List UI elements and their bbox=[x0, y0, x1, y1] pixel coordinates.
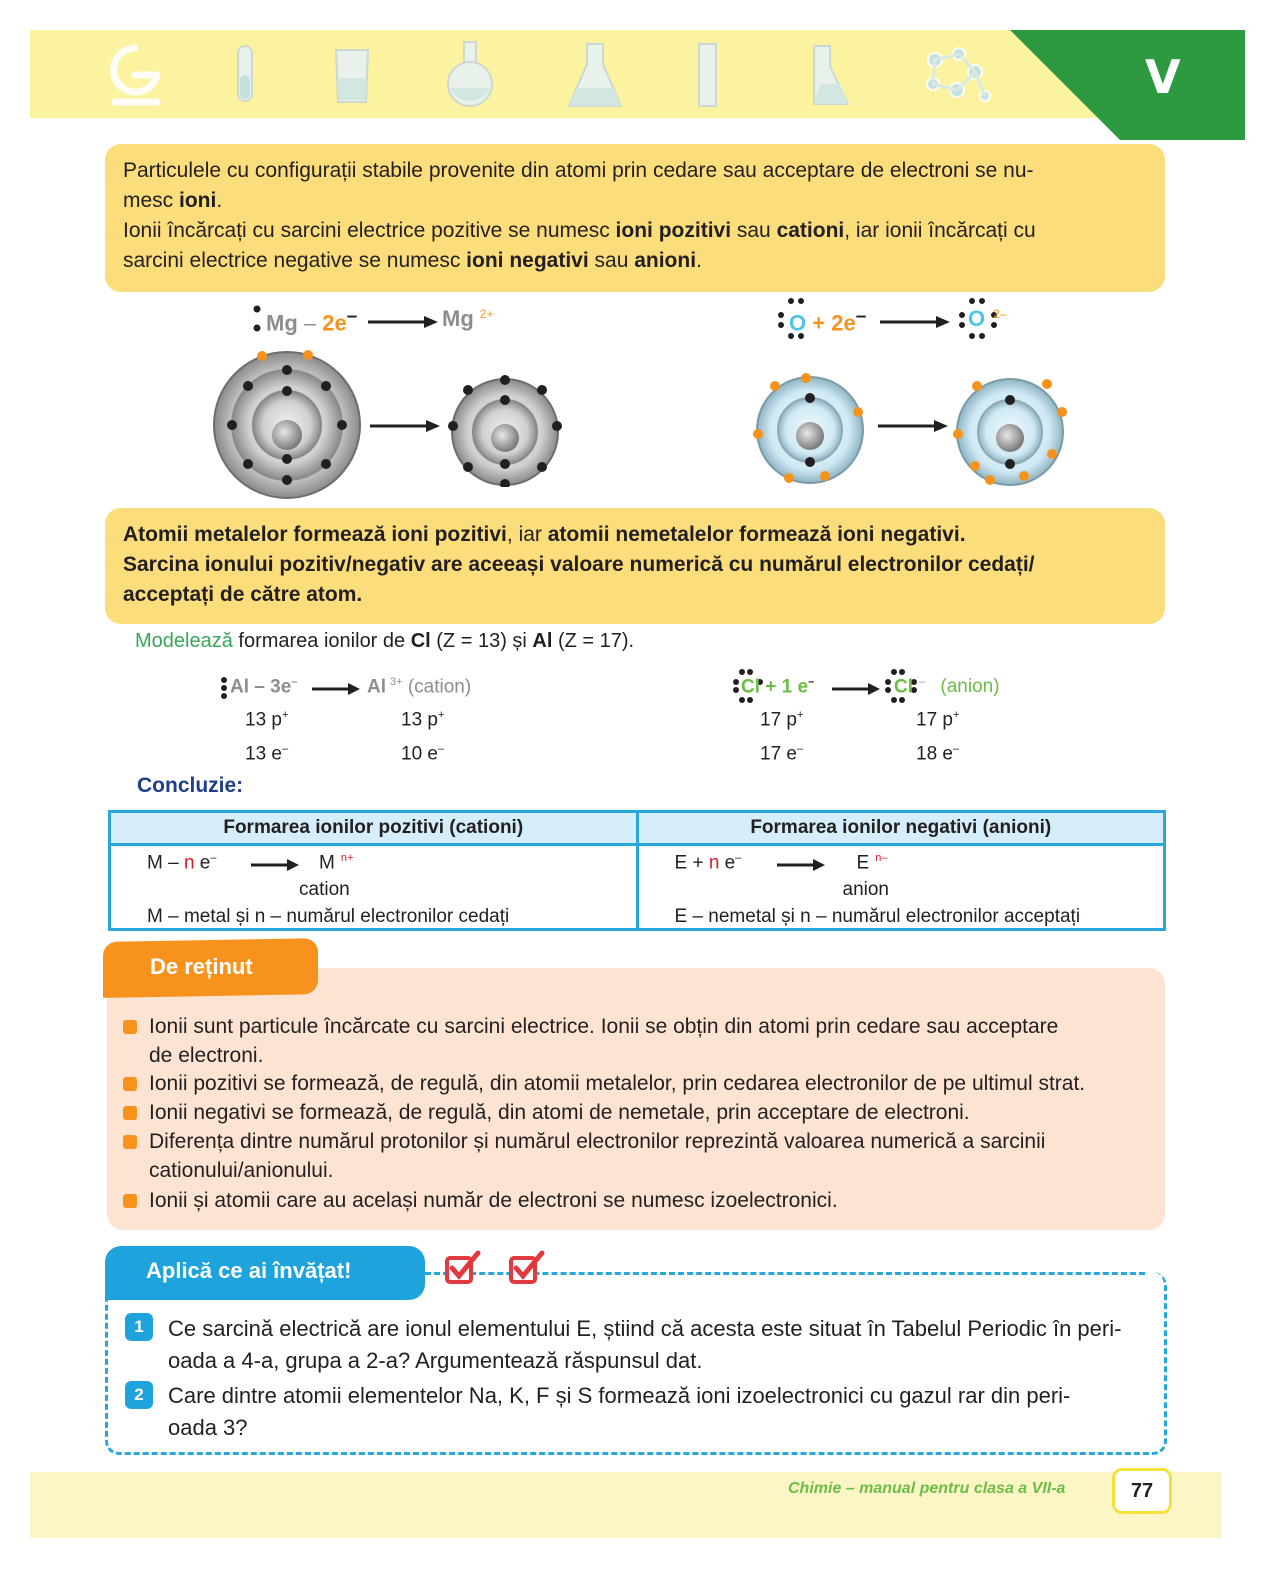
conclusion-table bbox=[108, 810, 1166, 931]
al-electrons-after: 10 e– bbox=[401, 743, 445, 765]
retinut-bullet-4 bbox=[123, 1135, 137, 1149]
mg-reaction-arrow bbox=[370, 418, 440, 434]
retinut-item-4-cont: cationului/anionului. bbox=[149, 1159, 334, 1182]
cl-protons-after: 17 p+ bbox=[916, 709, 960, 731]
definition-text: Particulele cu configurații stabile provenite din atomi prin cedare sau acceptare de electroni se nu- mesc ioni. Ionii încărcați cu sarcini electrice pozitive se numesc ioni pozitivi sau cationi, iar ionii încărcați cu sarcini electrice negative se numesc ioni negativi sau anioni. bbox=[123, 159, 1036, 272]
apply-title: Aplică ce ai învățat! bbox=[146, 1258, 352, 1283]
o-reaction-arrow bbox=[878, 418, 948, 434]
o-equation-arrow bbox=[880, 314, 950, 330]
al-equation: Al – 3e– bbox=[230, 676, 298, 698]
retinut-item-3: Ionii negativi se formează, de regulă, din atomi de nemetale, prin acceptare de electroni. bbox=[149, 1101, 970, 1124]
chapter-tab bbox=[1010, 30, 1245, 140]
beaker-icon bbox=[330, 40, 375, 110]
molecule-icon bbox=[915, 40, 995, 110]
cl-protons-before: 17 p+ bbox=[760, 709, 804, 731]
al-protons-before: 13 p+ bbox=[245, 709, 289, 731]
question-number-2: 2 bbox=[125, 1381, 153, 1409]
al-protons-after: 13 p+ bbox=[401, 709, 445, 731]
al-electrons-before: 13 e– bbox=[245, 743, 289, 765]
retinut-bullet-1 bbox=[123, 1020, 137, 1034]
page-number: 77 bbox=[1112, 1468, 1172, 1514]
cl-electrons-after: 18 e– bbox=[916, 743, 960, 765]
retinut-item-4: Diferența dintre numărul protonilor și numărul electronilor reprezintă valoarea numerică a sarcinii bbox=[149, 1130, 1046, 1153]
chloride-ion: Cl – (anion) bbox=[894, 676, 1000, 698]
retinut-bullet-5 bbox=[123, 1194, 137, 1208]
question-2: Care dintre atomii elementelor Na, K, F și S formează ioni izoelectronici cu gazul rar din peri- oada 3? bbox=[168, 1383, 1071, 1440]
conclusion-header-anions: Formarea ionilor negativi (anioni) bbox=[637, 812, 1165, 845]
retinut-title: De reținut bbox=[150, 954, 253, 979]
erlenmeyer-flask-icon bbox=[565, 40, 625, 112]
mg-equation-arrow bbox=[368, 314, 438, 330]
cylinder-icon bbox=[690, 40, 725, 112]
mg-atom-diagram bbox=[205, 345, 370, 505]
mg-ion-diagram bbox=[445, 372, 565, 487]
conclusion-header-cations: Formarea ionilor pozitivi (cationi) bbox=[110, 812, 638, 845]
model-instruction: Modelează formarea ionilor de Cl (Z = 13) și Al (Z = 17). bbox=[135, 630, 635, 652]
conclusion-title: Concluzie: bbox=[137, 774, 244, 797]
test-tube-icon bbox=[230, 40, 260, 110]
rule-text: Atomii metalelor formează ioni pozitivi, iar atomii nemetalelor formează ioni negativi. Sarcina ionului pozitiv/negativ are aceeași valoare numerică cu numărul electronilor cedați/ acceptați de către atom. bbox=[123, 523, 1035, 606]
checkbox-icon bbox=[508, 1250, 546, 1286]
cation-arrow bbox=[251, 858, 301, 872]
conclusion-cell-cations: M – n e– M $^{n+}$ cation M – metal și n – numărul electronilor cedați bbox=[110, 845, 638, 930]
round-flask-icon bbox=[440, 40, 500, 110]
question-number-1: 1 bbox=[125, 1313, 153, 1341]
al-ion: Al $^{3+}$ (cation) bbox=[367, 676, 472, 698]
retinut-item-1: Ionii sunt particule încărcate cu sarcini electrice. Ionii se obțin din atomi prin cedare sau acceptare bbox=[149, 1015, 1059, 1038]
al-arrow bbox=[312, 682, 360, 696]
mg-electron-dots bbox=[252, 304, 264, 334]
retinut-bullet-2 bbox=[123, 1077, 137, 1091]
mg-equation: Mg – 2e– bbox=[266, 306, 358, 336]
checkbox-icon bbox=[444, 1250, 482, 1286]
retinut-bullet-3 bbox=[123, 1106, 137, 1120]
oxide-ion: O $^{2-}$ bbox=[968, 306, 1007, 331]
anion-arrow bbox=[777, 858, 827, 872]
retinut-item-1-cont: de electroni. bbox=[149, 1044, 264, 1067]
mg-ion: Mg $^{2+}$ bbox=[442, 306, 494, 331]
retinut-item-2: Ionii pozitivi se formează, de regulă, din atomii metalelor, prin cedarea electronilor de pe ultimul strat. bbox=[149, 1072, 1086, 1095]
conclusion-cell-anions: E + n e– E $^{n-}$ anion E – nemetal și n – numărul electronilor acceptați bbox=[637, 845, 1165, 930]
cl-equation: Cl + 1 e– bbox=[741, 676, 815, 698]
cl-electrons-before: 17 e– bbox=[760, 743, 804, 765]
question-1: Ce sarcină electrică are ionul elementului E, știind că acesta este situat în Tabelul Periodic în peri- oada a 4-a, grupa a 2-a? Argumentează răspunsul dat. bbox=[168, 1316, 1122, 1373]
o-equation: O + 2e– bbox=[789, 306, 867, 336]
retinut-item-5: Ionii și atomii care au același număr de electroni se numesc izoelectronici. bbox=[149, 1189, 838, 1212]
oxide-ion-diagram bbox=[950, 372, 1072, 487]
o-atom-diagram bbox=[752, 372, 872, 487]
cl-arrow bbox=[832, 682, 880, 696]
microscope-icon bbox=[105, 40, 165, 110]
flask-icon bbox=[800, 40, 855, 112]
chapter-number: V bbox=[1145, 50, 1181, 104]
al-electron-dots bbox=[220, 676, 230, 700]
footer-book-title: Chimie – manual pentru clasa a VII-a bbox=[788, 1480, 1066, 1497]
